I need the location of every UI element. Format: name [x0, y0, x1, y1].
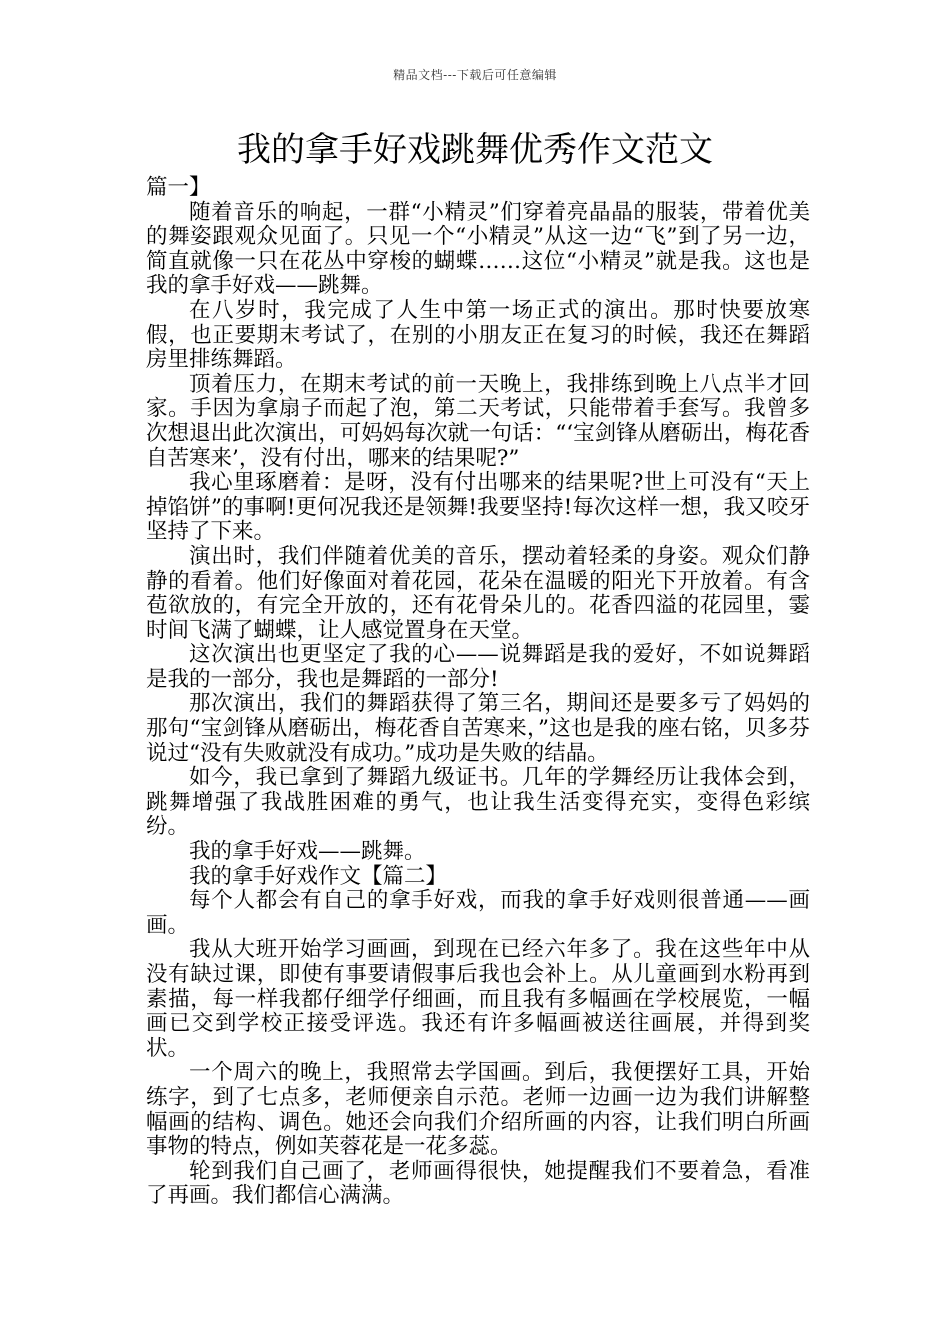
- paragraph-2: 在八岁时，我完成了人生中第一场正式的演出。那时快要放寒假，也正要期末考试了，在别的小朋友正在复习的时候，我还在舞蹈房里排练舞蹈。: [146, 297, 810, 373]
- paragraph-5: 演出时，我们伴随着优美的音乐，摆动着轻柔的身姿。观众们静静的看着。他们好像面对着花园，花朵在温暖的阳光下开放着。有含苞欲放的，有完全开放的，还有花骨朵儿的。花香四溢的花园里，霎时间飞满了蝴蝶，让人感觉置身在天堂。: [146, 543, 810, 643]
- document-title: 我的拿手好戏跳舞优秀作文范文: [237, 130, 713, 170]
- paragraph-8: 如今，我已拿到了舞蹈九级证书。几年的学舞经历让我体会到，跳舞增强了我战胜困难的勇气，也让我生活变得充实，变得色彩缤纷。: [146, 765, 810, 840]
- paragraph-12: 一个周六的晚上，我照常去学国画。到后，我便摆好工具，开始练字，到了七点多，老师便亲自示范。老师一边画一边为我们讲解整幅画的结构、调色。她还会向我们介绍所画的内容，让我们明白所画事物的特点，例如芙蓉花是一花多蕊。: [146, 1060, 810, 1160]
- section-label: 篇一】: [146, 175, 211, 200]
- paragraph-9: 我的拿手好戏——跳舞。: [189, 839, 426, 865]
- paragraph-10: 每个人都会有自己的拿手好戏，而我的拿手好戏则很普通——画画。: [146, 888, 810, 938]
- paragraph-7: 那次演出，我们的舞蹈获得了第三名，期间还是要多亏了妈妈的那句“宝剑锋从磨砺出，梅花香自苦寒来，”这也是我的座右铭，贝多芬说过“没有失败就没有成功。”成功是失败的结晶。: [146, 691, 810, 766]
- paragraph-6: 这次演出也更坚定了我的心——说舞蹈是我的爱好，不如说舞蹈是我的一部分，我也是舞蹈的一部分!: [146, 642, 810, 692]
- paragraph-11: 我从大班开始学习画画，到现在已经六年多了。我在这些年中从没有缺过课，即使有事要请假事后我也会补上。从儿童画到水粉再到素描，每一样我都仔细学仔细画，而且我有多幅画在学校展览，一幅画已交到学校正接受评选。我还有许多幅画被送往画展，并得到奖状。: [146, 937, 810, 1061]
- paragraph-4: 我心里琢磨着：是呀，没有付出哪来的结果呢?世上可没有“天上掉馅饼”的事啊!更何况我还是领舞!我要坚持!每次这样一想，我又咬牙坚持了下来。: [146, 470, 810, 545]
- section-two-heading: 我的拿手好戏作文【篇二】: [189, 863, 448, 889]
- document-body: [146, 176, 810, 1209]
- page-header: 精品文档---下载后可任意编辑: [393, 68, 557, 82]
- paragraph-1: 随着音乐的响起，一群“小精灵”们穿着亮晶晶的服装，带着优美的舞姿跟观众见面了。只见一个“小精灵”从这一边“飞”到了另一边，简直就像一只在花丛中穿梭的蝴蝶……这位“小精灵”就是我。这也是我的拿手好戏——跳舞。: [146, 199, 810, 299]
- paragraph-13: 轮到我们自己画了，老师画得很快，她提醒我们不要着急，看准了再画。我们都信心满满。: [146, 1158, 810, 1209]
- paragraph-3: 顶着压力，在期末考试的前一天晚上，我排练到晚上八点半才回家。手因为拿扇子而起了泡，第二天考试，只能带着手套写。我曾多次想退出此次演出，可妈妈每次就一句话：“‘宝剑锋从磨砺出，梅花香自苦寒来’，没有付出，哪来的结果呢?”: [146, 371, 810, 471]
